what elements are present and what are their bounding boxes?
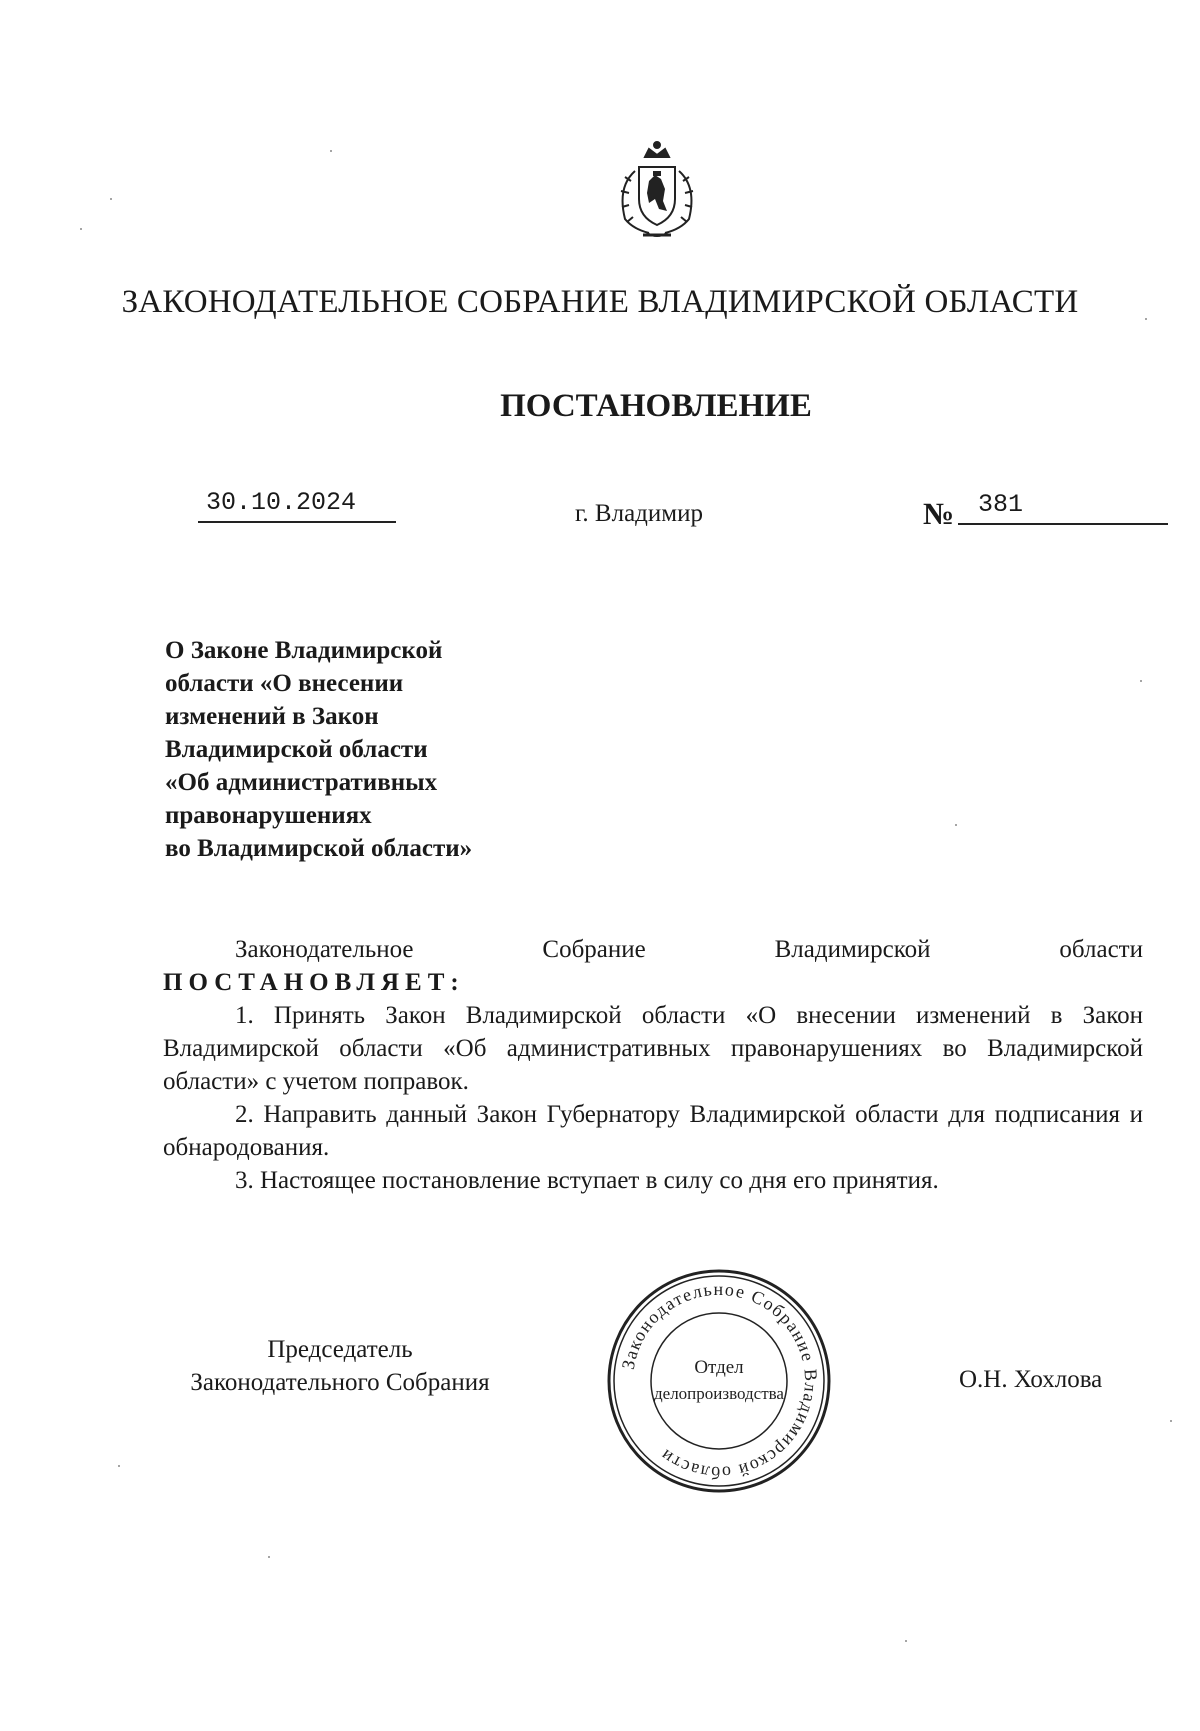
subject-line: «Об административных (165, 769, 438, 796)
signatory-role-line: Законодательного Собрания (190, 1369, 490, 1396)
coat-of-arms-emblem (609, 137, 705, 241)
office-stamp (605, 1267, 833, 1495)
scan-speck (80, 228, 82, 230)
scan-speck (1140, 680, 1142, 682)
document-type-title: ПОСТАНОВЛЕНИЕ (500, 388, 812, 424)
subject-line: Владимирской области (165, 736, 428, 763)
scan-speck (268, 1556, 270, 1558)
signatory-role-line: Председатель (267, 1336, 413, 1363)
scan-speck (110, 198, 112, 200)
number-sign: № (923, 496, 955, 531)
scan-speck (118, 1465, 120, 1467)
stamp-center-line: делопроизводства (654, 1384, 784, 1403)
decrees-heading: ПОСТАНОВЛЯЕТ: (163, 969, 465, 996)
subject-line: правонарушениях (165, 802, 372, 829)
subject-line: во Владимирской области» (165, 835, 473, 862)
signatory-role (160, 1333, 520, 1399)
subject-line: О Законе Владимирской (165, 637, 443, 664)
scan-speck (330, 150, 332, 152)
scan-speck (1170, 1420, 1172, 1422)
scan-speck (1145, 318, 1147, 320)
stamp-ring-text: Законодательное Собрание Владимирской области (617, 1278, 822, 1484)
organization-title: ЗАКОНОДАТЕЛЬНОЕ СОБРАНИЕ ВЛАДИМИРСКОЙ ОБЛАСТИ (121, 284, 1079, 320)
decree-item: 1. Принять Закон Владимирской области «О внесении изменений в Закон Владимирской области «Об административных правонарушениях во Владимирской области» с учетом поправок. (163, 1002, 1143, 1095)
subject-line: изменений в Закон (165, 703, 379, 730)
preamble-paragraph: Законодательное Собрание Владимирской области (235, 936, 1143, 963)
document-body (163, 933, 1143, 1197)
scan-speck (955, 824, 957, 826)
document-date: 30.10.2024 (198, 488, 396, 523)
document-number: 381 (958, 490, 1168, 525)
signatory-name: О.Н. Хохлова (959, 1366, 1103, 1393)
decree-item: 2. Направить данный Закон Губернатору Владимирской области для подписания и обнародования. (163, 1101, 1143, 1161)
stamp-center-line: Отдел (694, 1357, 744, 1378)
scan-speck (905, 1640, 907, 1642)
document-subject (165, 634, 545, 865)
document-city: г. Владимир (575, 500, 703, 527)
decree-item: 3. Настоящее постановление вступает в силу со дня его принятия. (235, 1167, 939, 1194)
subject-line: области «О внесении (165, 670, 404, 697)
